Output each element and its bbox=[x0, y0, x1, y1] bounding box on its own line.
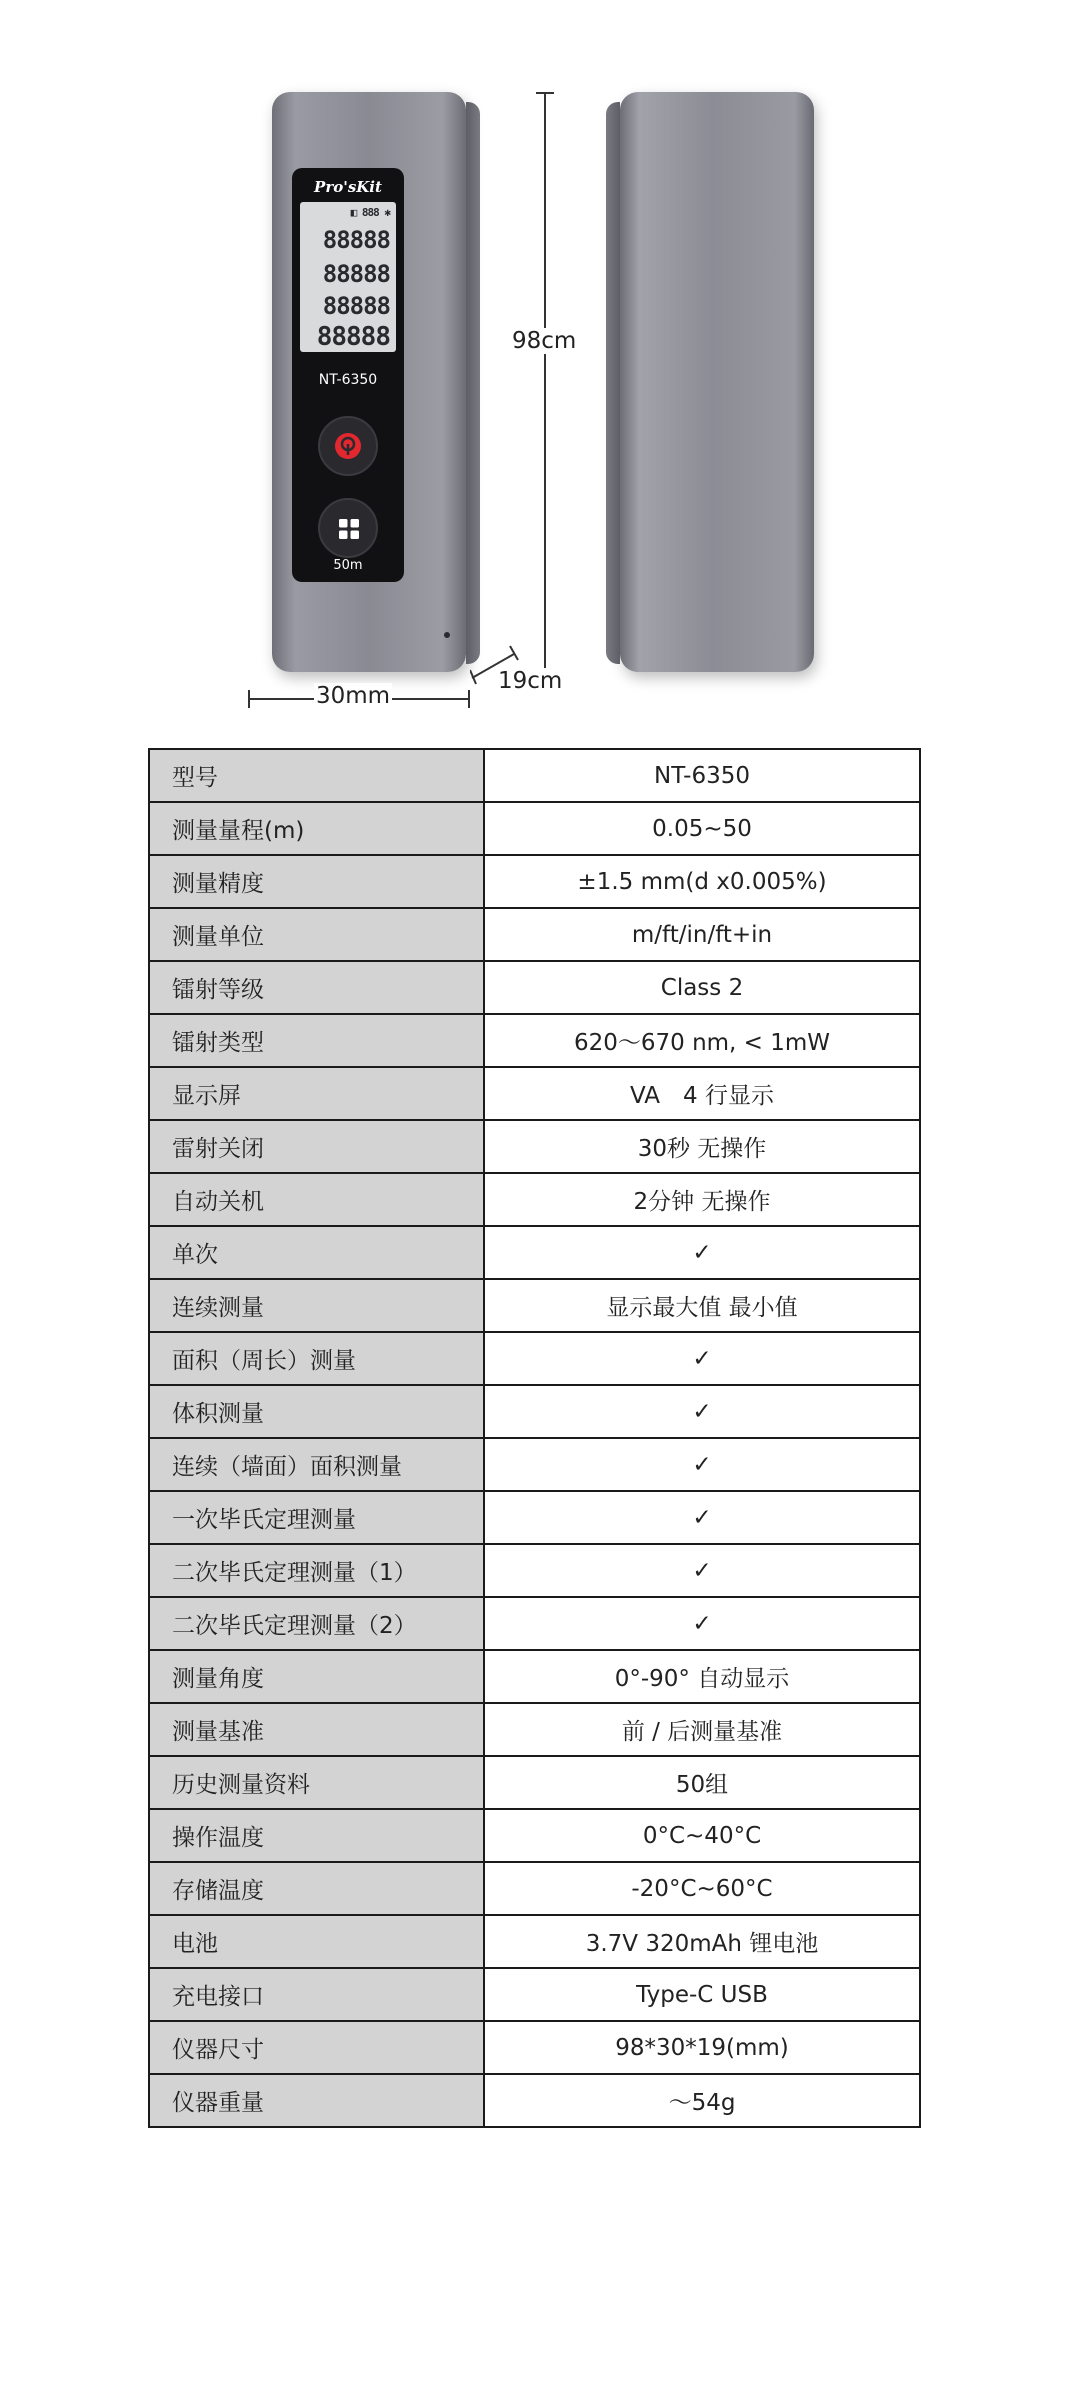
table-row bbox=[149, 1915, 920, 1968]
spec-name-cell: 镭射等级 bbox=[149, 961, 484, 1014]
table-row bbox=[149, 1173, 920, 1226]
spec-name-cell: 连续（墙面）面积测量 bbox=[149, 1438, 484, 1491]
table-row bbox=[149, 2074, 920, 2127]
table-row bbox=[149, 1650, 920, 1703]
table-row bbox=[149, 908, 920, 961]
spec-value-cell: Type-C USB bbox=[484, 1968, 920, 2021]
lcd-status-row: ◧ 888 ✱ bbox=[350, 206, 390, 219]
spec-value-cell: 50组 bbox=[484, 1756, 920, 1809]
device-front-panel bbox=[292, 168, 404, 582]
spec-value-cell: m/ft/in/ft+in bbox=[484, 908, 920, 961]
spec-name-cell: 仪器重量 bbox=[149, 2074, 484, 2127]
spec-name-cell: 历史测量资料 bbox=[149, 1756, 484, 1809]
spec-name-cell: 二次毕氏定理测量（1） bbox=[149, 1544, 484, 1597]
spec-name-cell: 电池 bbox=[149, 1915, 484, 1968]
table-row bbox=[149, 1703, 920, 1756]
measure-button bbox=[318, 416, 378, 476]
grid-icon bbox=[338, 518, 360, 540]
spec-value-cell: 0°-90° 自动显示 bbox=[484, 1650, 920, 1703]
lcd-digit-row: 88888 bbox=[322, 292, 390, 320]
spec-name-cell: 连续测量 bbox=[149, 1279, 484, 1332]
brand-logo: Pro'sKit bbox=[314, 178, 382, 196]
table-row bbox=[149, 1226, 920, 1279]
spec-value-cell: NT-6350 bbox=[484, 749, 920, 802]
table-row bbox=[149, 1544, 920, 1597]
spec-value-cell: Class 2 bbox=[484, 961, 920, 1014]
table-row bbox=[149, 1862, 920, 1915]
spec-name-cell: 单次 bbox=[149, 1226, 484, 1279]
spec-name-cell: 存储温度 bbox=[149, 1862, 484, 1915]
device-side-edge bbox=[606, 102, 620, 664]
spec-name-cell: 测量量程(m) bbox=[149, 802, 484, 855]
spec-value-cell: 前 / 后测量基准 bbox=[484, 1703, 920, 1756]
spec-value-cell: 620～670 nm, < 1mW bbox=[484, 1014, 920, 1067]
width-dimension-cap bbox=[248, 690, 250, 708]
spec-name-cell: 雷射关闭 bbox=[149, 1120, 484, 1173]
spec-value-cell: ✓ bbox=[484, 1385, 920, 1438]
spec-value-cell: ✓ bbox=[484, 1438, 920, 1491]
spec-value-cell: -20°C~60°C bbox=[484, 1862, 920, 1915]
width-dimension-label: 30mm bbox=[316, 683, 391, 709]
spec-value-cell: VA 4 行显示 bbox=[484, 1067, 920, 1120]
lcd-digit-row: 88888 bbox=[316, 322, 390, 352]
spec-name-cell: 一次毕氏定理测量 bbox=[149, 1491, 484, 1544]
device-model-label: NT-6350 bbox=[318, 372, 378, 388]
spec-name-cell: 镭射类型 bbox=[149, 1014, 484, 1067]
height-dimension-line bbox=[544, 92, 546, 672]
spec-name-cell: 面积（周长）测量 bbox=[149, 1332, 484, 1385]
spec-value-cell: 2分钟 无操作 bbox=[484, 1173, 920, 1226]
table-row bbox=[149, 961, 920, 1014]
depth-dimension-label: 19cm bbox=[498, 668, 563, 694]
spec-name-cell: 体积测量 bbox=[149, 1385, 484, 1438]
spec-table-body bbox=[149, 749, 920, 2127]
spec-name-cell: 测量精度 bbox=[149, 855, 484, 908]
table-row bbox=[149, 1491, 920, 1544]
spec-value-cell: 98*30*19(mm) bbox=[484, 2021, 920, 2074]
spec-value-cell: ✓ bbox=[484, 1226, 920, 1279]
table-row bbox=[149, 1014, 920, 1067]
spec-value-cell: ±1.5 mm(d x0.005%) bbox=[484, 855, 920, 908]
spec-name-cell: 型号 bbox=[149, 749, 484, 802]
spec-name-cell: 二次毕氏定理测量（2） bbox=[149, 1597, 484, 1650]
spec-value-cell: ～54g bbox=[484, 2074, 920, 2127]
table-row bbox=[149, 1597, 920, 1650]
spec-name-cell: 测量基准 bbox=[149, 1703, 484, 1756]
table-row bbox=[149, 1438, 920, 1491]
spec-name-cell: 测量角度 bbox=[149, 1650, 484, 1703]
height-dimension-label: 98cm bbox=[512, 328, 577, 354]
table-row bbox=[149, 855, 920, 908]
table-row bbox=[149, 1968, 920, 2021]
table-row bbox=[149, 1279, 920, 1332]
spec-value-cell: ✓ bbox=[484, 1544, 920, 1597]
spec-name-cell: 充电接口 bbox=[149, 1968, 484, 2021]
spec-value-cell: ✓ bbox=[484, 1491, 920, 1544]
table-row bbox=[149, 749, 920, 802]
spec-value-cell: 0.05~50 bbox=[484, 802, 920, 855]
lcd-digit-row: 88888 bbox=[322, 260, 390, 288]
spec-name-cell: 操作温度 bbox=[149, 1809, 484, 1862]
table-row bbox=[149, 1385, 920, 1438]
device-back-view bbox=[620, 92, 814, 672]
spec-value-cell: 0°C~40°C bbox=[484, 1809, 920, 1862]
spec-value-cell: ✓ bbox=[484, 1597, 920, 1650]
device-range-label: 50m bbox=[333, 558, 363, 573]
table-row bbox=[149, 2021, 920, 2074]
table-row bbox=[149, 1120, 920, 1173]
spec-value-cell: 3.7V 320mAh 锂电池 bbox=[484, 1915, 920, 1968]
width-dimension-cap bbox=[468, 690, 470, 708]
spec-table bbox=[148, 748, 921, 2128]
product-illustration bbox=[0, 0, 1065, 740]
table-row bbox=[149, 1067, 920, 1120]
lcd-display bbox=[300, 202, 396, 352]
table-row bbox=[149, 802, 920, 855]
spec-name-cell: 仪器尺寸 bbox=[149, 2021, 484, 2074]
spec-value-cell: ✓ bbox=[484, 1332, 920, 1385]
table-row bbox=[149, 1756, 920, 1809]
laser-power-icon bbox=[334, 432, 362, 460]
table-row bbox=[149, 1809, 920, 1862]
height-dimension-cap bbox=[536, 92, 554, 94]
menu-button bbox=[318, 498, 378, 558]
spec-name-cell: 显示屏 bbox=[149, 1067, 484, 1120]
lcd-digit-row: 88888 bbox=[322, 226, 390, 254]
device-front-view bbox=[272, 92, 466, 672]
spec-value-cell: 显示最大值 最小值 bbox=[484, 1279, 920, 1332]
spec-name-cell: 自动关机 bbox=[149, 1173, 484, 1226]
device-side-hole bbox=[444, 632, 450, 638]
table-row bbox=[149, 1332, 920, 1385]
spec-value-cell: 30秒 无操作 bbox=[484, 1120, 920, 1173]
device-side-edge bbox=[466, 102, 480, 664]
spec-name-cell: 测量单位 bbox=[149, 908, 484, 961]
